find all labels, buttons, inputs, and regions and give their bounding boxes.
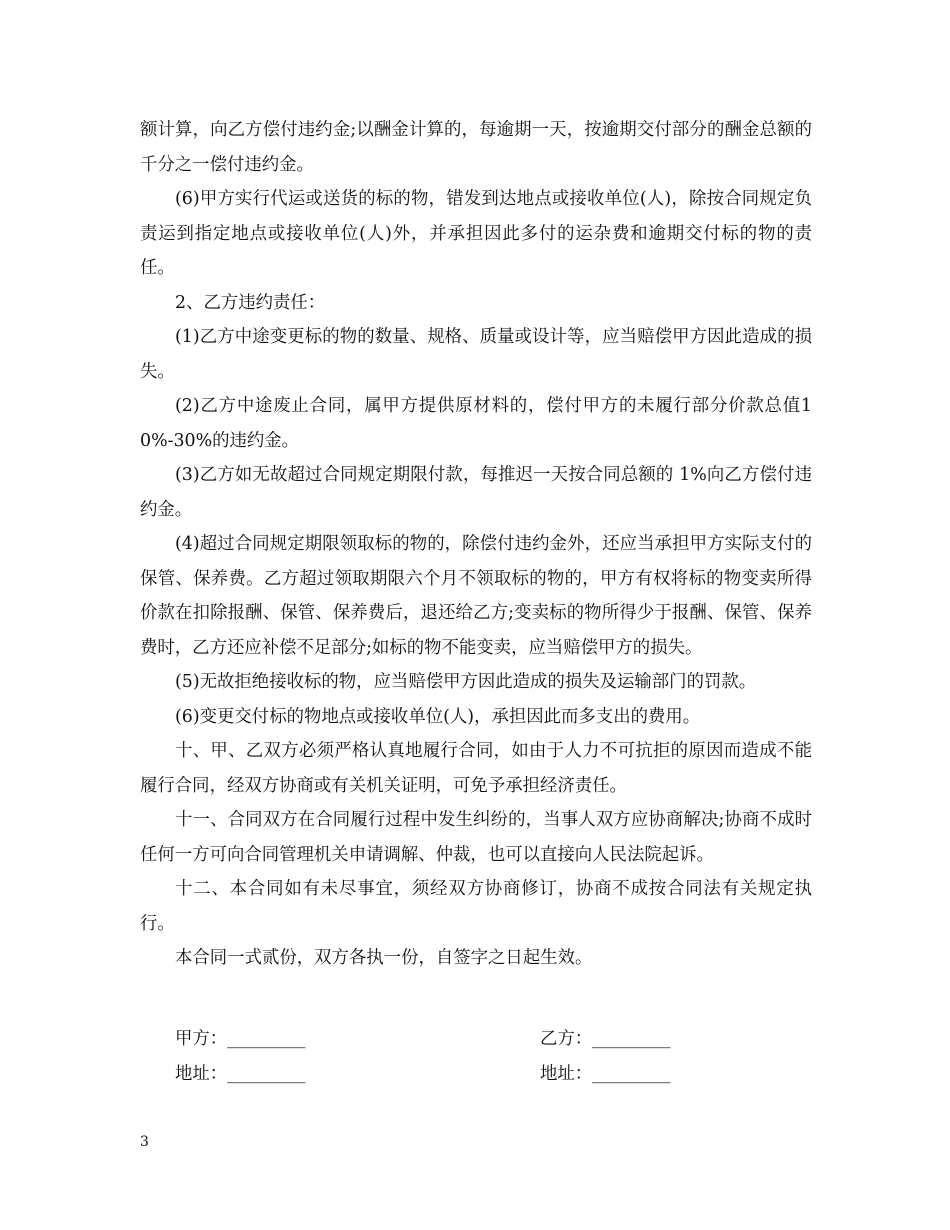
paragraph: 十二、本合同如有未尽事宜，须经双方协商修订，协商不成按合同法有关规定执行。 [140, 879, 812, 934]
paragraph: 本合同一式贰份，双方各执一份，自签字之日起生效。 [175, 948, 593, 968]
party-b-signature: 乙方：_________ [540, 1029, 671, 1049]
paragraph: 2、乙方违约责任： [175, 292, 326, 313]
page-number: 3 [140, 1134, 149, 1150]
paragraph: 额计算，向乙方偿付违约金;以酬金计算的，每逾期一天，按逾期交付部分的酬金总额的千分之一偿付违约金。 [140, 120, 812, 175]
paragraph: (5)无故拒绝接收标的物，应当赔偿甲方因此造成的损失及运输部门的罚款。 [175, 672, 757, 692]
party-a-signature: 甲方：_________ [175, 1029, 306, 1049]
paragraph: (4)超过合同规定期限领取标的物的，除偿付违约金外，还应当承担甲方实际支付的保管、保养费。乙方超过领取期限六个月不领取标的物的，甲方有权将标的物变卖所得价款在扣除报酬、保管、保养费后，退还给乙方;变卖标的物所得少于报酬、保管、保养费时，乙方还应补偿不足部分;如标的物不能变卖，应当赔偿甲方的损失。 [140, 534, 812, 658]
contract-body [140, 113, 812, 976]
party-a-address: 地址：_________ [175, 1064, 306, 1084]
paragraph: 十一、合同双方在合同履行过程中发生纠纷的，当事人双方应协商解决;协商不成时任何一方可向合同管理机关申请调解、仲裁，也可以直接向人民法院起诉。 [140, 810, 812, 865]
paragraph: (3)乙方如无故超过合同规定期限付款，每推迟一天按合同总额的 1%向乙方偿付违约金。 [140, 465, 812, 520]
paragraph: (1)乙方中途变更标的物的数量、规格、质量或设计等，应当赔偿甲方因此造成的损失。 [140, 327, 812, 382]
party-b-address: 地址：_________ [540, 1064, 671, 1084]
paragraph: 十、甲、乙双方必须严格认真地履行合同，如由于人力不可抗拒的原因而造成不能履行合同，经双方协商或有关机关证明，可免予承担经济责任。 [140, 741, 812, 796]
paragraph: (6)变更交付标的物地点或接收单位(人)，承担因此而多支出的费用。 [175, 706, 701, 727]
paragraph: (2)乙方中途废止合同，属甲方提供原材料的，偿付甲方的未履行部分价款总值10%-30%的违约金。 [140, 396, 812, 451]
paragraph: (6)甲方实行代运或送货的标的物，错发到达地点或接收单位(人)，除按合同规定负责运到指定地点或接收单位(人)外，并承担因此多付的运杂费和逾期交付标的物的责任。 [140, 189, 812, 278]
